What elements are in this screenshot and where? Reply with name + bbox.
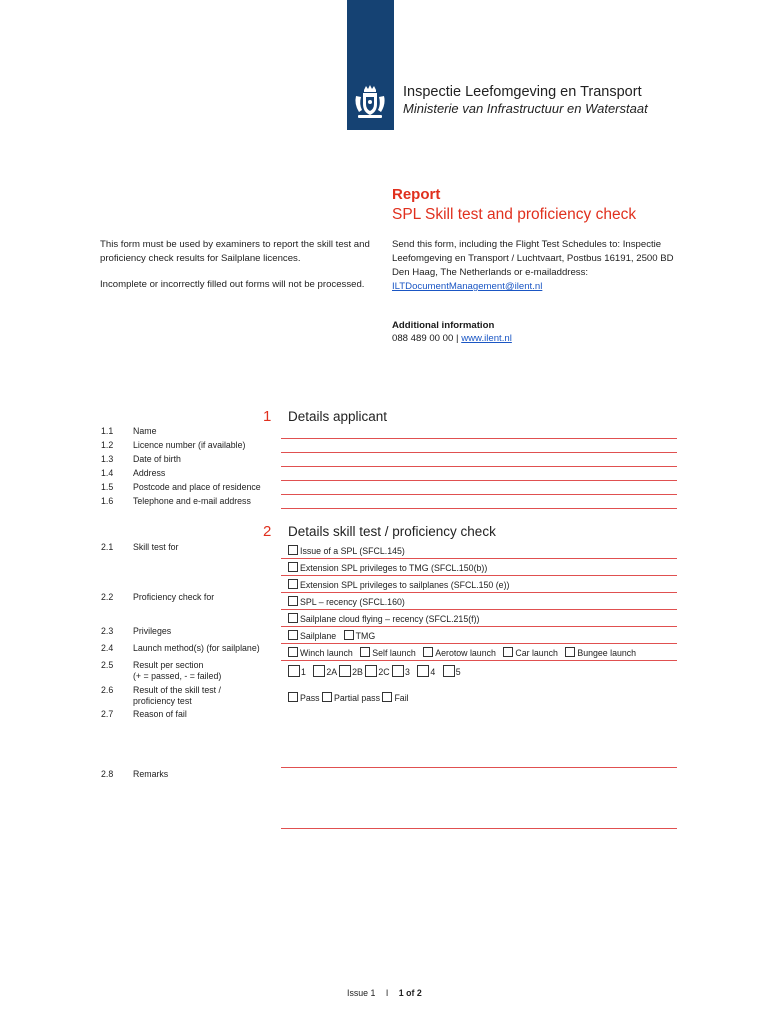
divider (281, 609, 677, 610)
overall-result-options: Pass Partial pass Fail (288, 692, 409, 703)
row-label-line: (+ = passed, - = failed) (133, 671, 222, 681)
checkbox[interactable] (288, 596, 298, 606)
checkbox[interactable] (344, 630, 354, 640)
row-label: Licence number (if available) (133, 440, 246, 450)
email-link[interactable]: ILTDocumentManagement@ilent.nl (392, 281, 543, 292)
row-number: 2.6 (101, 685, 114, 695)
row-label: Address (133, 468, 166, 478)
checkbox[interactable] (322, 692, 332, 702)
report-label: Report (392, 186, 441, 203)
option-spl-recency[interactable]: SPL – recency (SFCL.160) (288, 596, 405, 607)
row-label: Name (133, 426, 157, 436)
row-number: 2.4 (101, 643, 114, 653)
row-label: Skill test for (133, 542, 179, 552)
row-label-line: Result of the skill test / (133, 685, 222, 695)
organisation-name: Inspectie Leefomgeving en Transport (403, 84, 642, 100)
section-number: 2 (263, 523, 272, 540)
result-box[interactable] (339, 665, 351, 677)
checkbox[interactable] (288, 562, 298, 572)
row-label: Proficiency check for (133, 592, 215, 602)
option-extension-sailplanes[interactable]: Extension SPL privileges to sailplanes (SFCL.150 (e)) (288, 579, 509, 590)
result-box[interactable] (417, 665, 429, 677)
row-label (133, 660, 278, 682)
section-title: Details skill test / proficiency check (288, 524, 496, 539)
send-instructions (392, 238, 682, 294)
row-number: 1.2 (101, 440, 114, 450)
page-footer (347, 988, 422, 998)
section-title: Details applicant (288, 409, 388, 424)
result-box[interactable] (443, 665, 455, 677)
row-label-line: Result per section (133, 660, 204, 670)
checkbox[interactable] (423, 647, 433, 657)
divider (281, 643, 677, 644)
row-number: 2.8 (101, 769, 114, 779)
name-field[interactable] (281, 438, 677, 439)
launch-method-options: Winch launch Self launch Aerotow launch Car launch Bungee launch (288, 647, 636, 658)
postcode-field[interactable] (281, 494, 677, 495)
additional-info-heading: Additional information (392, 320, 495, 331)
checkbox[interactable] (288, 630, 298, 640)
divider (281, 575, 677, 576)
checkbox[interactable] (360, 647, 370, 657)
issue-label: Issue 1 (347, 988, 376, 998)
row-number: 1.6 (101, 496, 114, 506)
option-issue-spl[interactable]: Issue of a SPL (SFCL.145) (288, 545, 405, 556)
date-of-birth-field[interactable] (281, 466, 677, 467)
row-label (133, 685, 278, 707)
licence-number-field[interactable] (281, 452, 677, 453)
divider (281, 660, 677, 661)
row-label: Remarks (133, 769, 169, 779)
privileges-options: Sailplane TMG (288, 630, 375, 641)
checkbox[interactable] (382, 692, 392, 702)
additional-info-line (392, 333, 512, 344)
result-box[interactable] (288, 665, 300, 677)
checkbox[interactable] (503, 647, 513, 657)
phone-number: 088 489 00 00 (392, 333, 454, 344)
row-label: Launch method(s) (for sailplane) (133, 643, 260, 653)
row-label: Date of birth (133, 454, 181, 464)
row-label: Postcode and place of residence (133, 482, 261, 492)
intro-warning: Incomplete or incorrectly filled out forms will not be processed. (100, 279, 365, 290)
page-title: SPL Skill test and proficiency check (392, 206, 637, 223)
checkbox[interactable] (288, 647, 298, 657)
intro-paragraph: This form must be used by examiners to report the skill test and proficiency check results for Sailplane licences. (100, 239, 370, 264)
divider (281, 592, 677, 593)
option-extension-tmg[interactable]: Extension SPL privileges to TMG (SFCL.150(b)) (288, 562, 487, 573)
row-number: 1.5 (101, 482, 114, 492)
row-number: 1.3 (101, 454, 114, 464)
divider (281, 558, 677, 559)
checkbox[interactable] (288, 545, 298, 555)
row-number: 2.5 (101, 660, 114, 670)
row-number: 1.4 (101, 468, 114, 478)
result-box[interactable] (313, 665, 325, 677)
checkbox[interactable] (288, 613, 298, 623)
row-number: 2.7 (101, 709, 114, 719)
ministry-name: Ministerie van Infrastructuur en Waterstaat (403, 101, 648, 116)
result-box[interactable] (365, 665, 377, 677)
row-label-line: proficiency test (133, 696, 192, 706)
row-label: Reason of fail (133, 709, 187, 719)
row-number: 2.1 (101, 542, 114, 552)
telephone-email-field[interactable] (281, 508, 677, 509)
divider (281, 626, 677, 627)
website-link[interactable]: www.ilent.nl (461, 333, 512, 344)
remarks-field[interactable] (281, 828, 677, 829)
address-field[interactable] (281, 480, 677, 481)
section-number: 1 (263, 408, 272, 425)
reason-of-fail-field[interactable] (281, 767, 677, 768)
send-text: Send this form, including the Flight Test Schedules to: Inspectie Leefomgeving en Transport / Luchtvaart, Postbus 16191, 2500 BD Den Haag, The Netherlands or e-mailaddress: (392, 239, 674, 278)
separator: I (385, 988, 389, 998)
page-number: 1 of 2 (398, 988, 422, 998)
checkbox[interactable] (288, 692, 298, 702)
row-number: 2.2 (101, 592, 114, 602)
option-cloud-flying[interactable]: Sailplane cloud flying – recency (SFCL.215(f)) (288, 613, 479, 624)
row-label: Telephone and e-mail address (133, 496, 251, 506)
checkbox[interactable] (565, 647, 575, 657)
checkbox[interactable] (288, 579, 298, 589)
separator: | (456, 333, 459, 344)
section-result-boxes: 1 2A 2B 2C 3 4 5 (288, 665, 461, 677)
result-box[interactable] (392, 665, 404, 677)
row-label: Privileges (133, 626, 172, 636)
row-number: 2.3 (101, 626, 114, 636)
row-number: 1.1 (101, 426, 114, 436)
coat-of-arms-icon (350, 82, 390, 122)
